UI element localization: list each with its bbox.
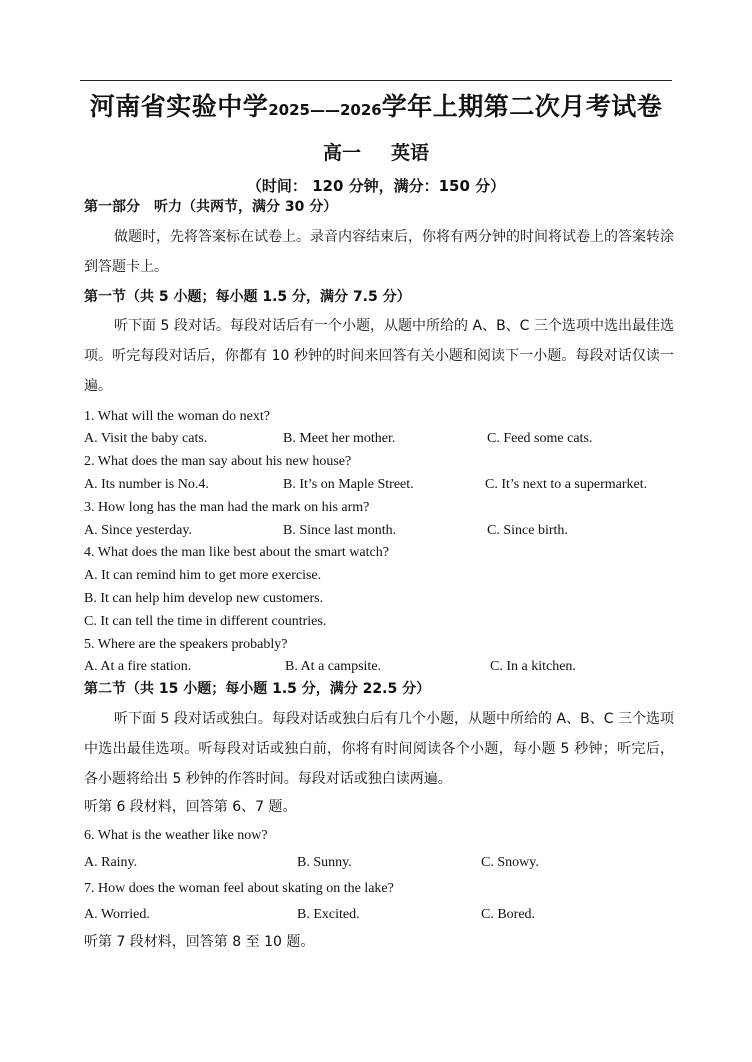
q7-option-c: C. Bored. [481, 907, 536, 922]
q7-option-b: B. Excited. [297, 907, 360, 922]
q5-option-b: B. At a campsite. [285, 659, 382, 674]
q4-option-c: C. It can tell the time in different countries. [84, 614, 327, 629]
q4-option-b: B. It can help him develop new customers. [84, 591, 324, 606]
q1-option-b: B. Meet her mother. [283, 431, 396, 446]
school-name: 河南省实验中学 [89, 92, 269, 121]
section2-instruction: 听下面 5 段对话或独白。每段对话或独白后有几个小题，从题中所给的 A、B、C 三个选项中选出最佳选项。听每段对话或独白前，你将有时间阅读各个小题，每小题 5 秒钟；听完后，各小题将给出 5 秒钟的作答时间。每段对话或独白读两遍。 [84, 711, 674, 787]
q3-option-a: A. Since yesterday. [84, 523, 192, 538]
q2-option-a: A. Its number is No.4. [84, 477, 209, 492]
exam-info: （时间： 120 分钟，满分：150 分） [246, 177, 506, 195]
part1-instruction: 做题时，先将答案标在试卷上。录音内容结束后，你将有两分钟的时间将试卷上的答案转涂到答题卡上。 [84, 229, 674, 275]
q1-option-c: C. Feed some cats. [487, 431, 593, 446]
term-name: 学年上期第二次月考试卷 [381, 92, 663, 121]
question-4: 4. What does the man like best about the smart watch? [84, 545, 389, 560]
q5-option-a: A. At a fire station. [84, 659, 192, 674]
q1-option-a: A. Visit the baby cats. [84, 431, 208, 446]
q2-option-c: C. It’s next to a supermarket. [485, 477, 648, 492]
material-6-note: 听第 6 段材料，回答第 6、7 题。 [84, 799, 297, 815]
section1-instruction: 听下面 5 段对话。每段对话后有一个小题，从题中所给的 A、B、C 三个选项中选出最佳选项。听完每段对话后，你都有 10 秒钟的时间来回答有关小题和阅读下一小题。每段对话仅读一遍。 [84, 318, 674, 394]
question-7: 7. How does the woman feel about skating on the lake? [84, 881, 394, 896]
q2-option-b: B. It’s on Maple Street. [283, 477, 414, 492]
exam-title [60, 89, 692, 128]
question-2: 2. What does the man say about his new house? [84, 454, 352, 469]
section2-heading: 第二节（共 15 小题；每小题 1.5 分，满分 22.5 分） [84, 681, 431, 697]
q6-option-a: A. Rainy. [84, 855, 138, 870]
q3-option-c: C. Since birth. [487, 523, 568, 538]
question-6: 6. What is the weather like now? [84, 828, 268, 843]
school-years: 2025——2026 [268, 101, 382, 119]
q6-option-b: B. Sunny. [297, 855, 352, 870]
question-1: 1. What will the woman do next? [84, 409, 270, 424]
question-3: 3. How long has the man had the mark on his arm? [84, 500, 370, 515]
header-rule [80, 80, 672, 81]
q3-option-b: B. Since last month. [283, 523, 397, 538]
material-7-note: 听第 7 段材料，回答第 8 至 10 题。 [84, 934, 315, 950]
grade-label: 高一 [322, 142, 361, 164]
subject-label: 英语 [391, 142, 430, 164]
part1-heading: 第一部分 听力（共两节，满分 30 分） [84, 199, 338, 215]
q7-option-a: A. Worried. [84, 907, 150, 922]
q6-option-c: C. Snowy. [481, 855, 539, 870]
q4-option-a: A. It can remind him to get more exercise. [84, 568, 322, 583]
q5-option-c: C. In a kitchen. [490, 659, 576, 674]
question-5: 5. Where are the speakers probably? [84, 637, 288, 652]
section1-heading: 第一节（共 5 小题；每小题 1.5 分，满分 7.5 分） [84, 289, 411, 305]
subject-line [0, 140, 752, 166]
